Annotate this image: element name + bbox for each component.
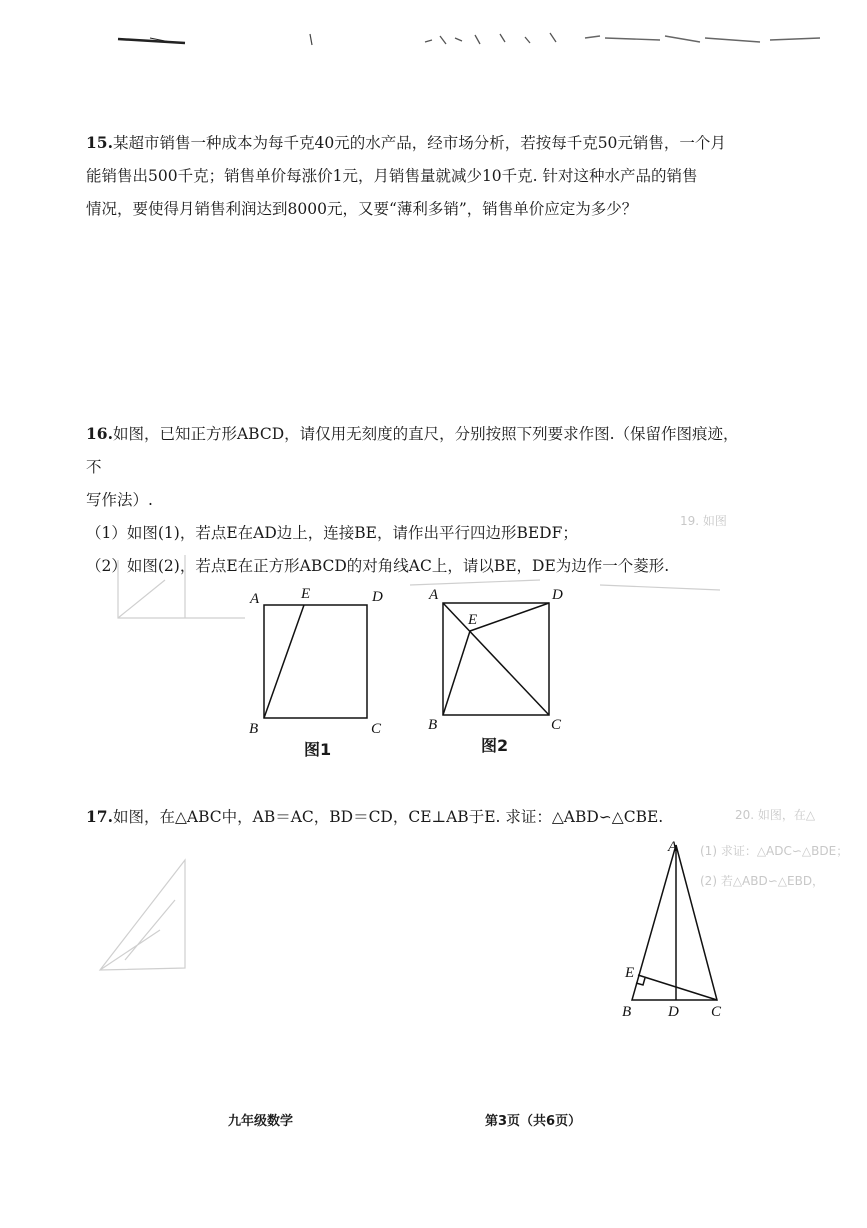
point-label-b: B — [622, 1004, 632, 1020]
square-abcd — [443, 603, 549, 715]
right-angle-mark — [636, 978, 645, 985]
scan-artifact-top — [0, 0, 867, 60]
point-label-d: D — [668, 1004, 679, 1020]
bleed-through-text: (1) 求证：△ADC∽△BDE； — [700, 844, 849, 858]
footer-page-number: 第3页（共6页） — [485, 1114, 582, 1129]
bleed-through-sketch — [100, 555, 720, 970]
triangle-abc — [632, 845, 717, 1000]
segment-be — [264, 605, 304, 718]
point-label-a: A — [429, 587, 439, 603]
figure-2 — [443, 603, 549, 715]
question-number: 17. — [86, 807, 113, 826]
point-label-e: E — [301, 586, 311, 602]
question-15 — [86, 126, 746, 226]
point-label-c: C — [711, 1004, 722, 1020]
footer-subject: 九年级数学 — [228, 1114, 294, 1129]
question-number: 15. — [86, 133, 113, 152]
question-17 — [86, 800, 746, 834]
question-subpart: （1）如图(1)，若点E在AD边上，连接BE，请作出平行四边形BEDF； — [86, 524, 578, 542]
question-text: 能销售出500千克；销售单价每涨价1元，月销售量就减少10千克. 针对这种水产品的销售 — [86, 167, 698, 185]
segment-ce — [638, 975, 717, 1000]
point-label-e: E — [468, 612, 478, 628]
figure-2-caption: 图2 — [481, 736, 509, 755]
question-text: 情况，要使得月销售利润达到8000元，又要“薄利多销”，销售单价应定为多少？ — [86, 200, 638, 218]
segment-de — [470, 603, 549, 631]
figure-1 — [264, 605, 367, 718]
bleed-through-text: (2) 若△ABD∽△EBD， — [700, 874, 825, 888]
point-label-e: E — [625, 965, 635, 981]
diagonal-ac — [443, 603, 549, 715]
point-label-d: D — [552, 587, 563, 603]
point-label-b: B — [428, 717, 438, 733]
figure-3 — [632, 845, 717, 1000]
question-16 — [86, 417, 746, 583]
point-label-a: A — [668, 839, 678, 855]
point-label-d: D — [372, 589, 383, 605]
question-subpart: （2）如图(2)，若点E在正方形ABCD的对角线AC上，请以BE，DE为边作一个菱形. — [86, 557, 670, 575]
point-label-c: C — [551, 717, 562, 733]
question-number: 16. — [86, 424, 113, 443]
question-text: 写作法）. — [86, 491, 153, 509]
point-label-c: C — [371, 721, 382, 737]
segment-be — [443, 631, 470, 715]
bleed-through-text: 19. 如图 — [680, 514, 727, 528]
question-text: 如图，在△ABC中，AB＝AC，BD＝CD，CE⊥AB于E. 求证：△ABD∽△CBE. — [112, 808, 664, 826]
question-text: 如图，已知正方形ABCD，请仅用无刻度的直尺，分别按照下列要求作图.（保留作图痕迹，不 — [86, 425, 739, 476]
point-label-b: B — [249, 721, 259, 737]
point-label-a: A — [250, 591, 260, 607]
bleed-through-text: 20. 如图，在△ — [735, 808, 816, 822]
square-abcd — [264, 605, 367, 718]
question-text: 某超市销售一种成本为每千克40元的水产品，经市场分析，若按每千克50元销售，一个月 — [112, 134, 726, 152]
figure-1-caption: 图1 — [304, 740, 332, 759]
